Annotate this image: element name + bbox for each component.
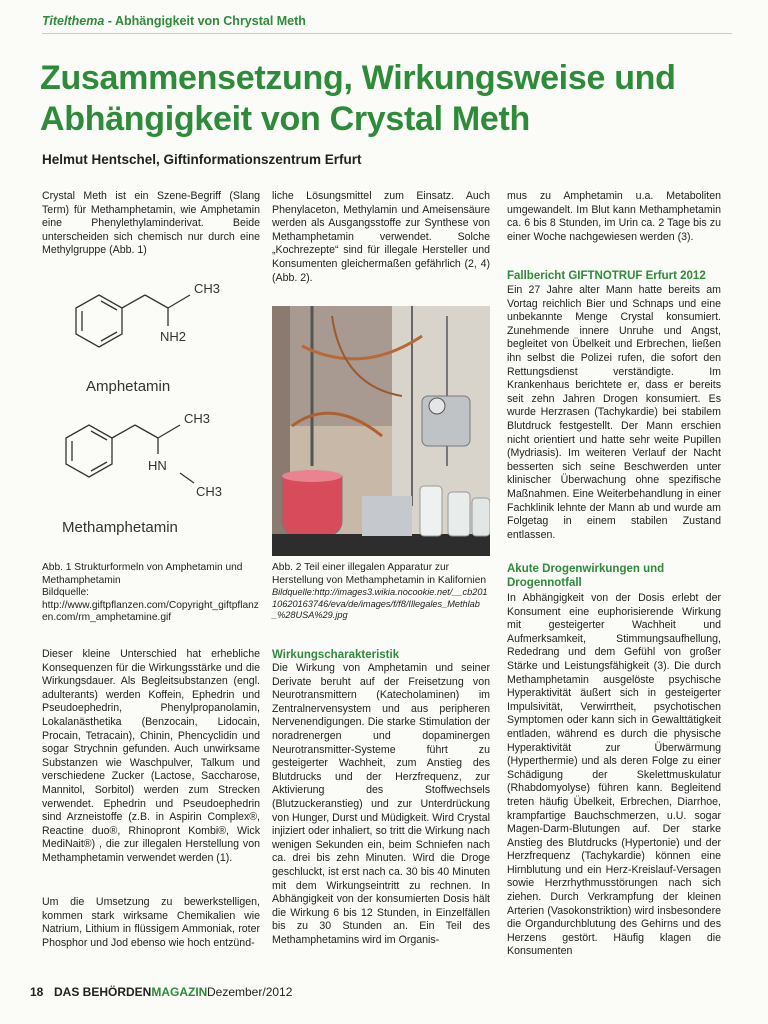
page-number: 18: [30, 985, 44, 999]
article-title: Zusammensetzung, Wirkungsweise und Abhängigkeit von Crystal Meth: [40, 59, 676, 138]
magazine-name-part1: DAS BEHÖRDEN: [54, 985, 152, 999]
col2-para1: liche Lösungsmittel zum Einsatz. Auch Phenylaceton, Methylamin und Ameisensäure werden als Ausgangsstoffe zur Synthese von Methamphetamin verwendet. Solche „Kochrezepte“ sind für illegale Hersteller und Konsumenten gleichermaßen gefährlich (2, 4) (Abb. 2).: [272, 190, 490, 284]
magazine-name: [54, 985, 207, 999]
methamphetamine-structure: [66, 425, 194, 483]
col3-para2: Ein 27 Jahre alter Mann hatte bereits am Vortag reichlich Bier und Schnaps und eine unbekannte Menge Crystal konsumiert. Zunehmende innere Unruhe und Angst, begleitet von Übelkeit und Erbrechen, ließen ihn selbst die Polizei rufen, die sofort den Rettungsdienst verständigte. Im Krankenhaus berichtete er, dass er bereits seit zehn Jahren Drogen konsumiert. Es wurde Herzrasen (Tachykardie) bei stabilem Blutdruck festgestellt. Der Mann erschien nicht orientiert und hatte sehr weite Pupillen (Mydriasis). Im weiteren Verlauf der Nacht besserten sich seine Beschwerden unter klinischer Überwachung ohne spezifische Maßnahmen. Eine Weiterbehandlung in einer Fachklinik lehnte der Mann ab und wurde am Folgetag in einem stabilen Zustand entlassen.: [507, 284, 721, 541]
magazine-name-part2: MAGAZIN: [151, 985, 208, 999]
col3-para1: mus zu Amphetamin u.a. Metaboliten umgewandelt. Im Blut kann Methamphetamin ca. 6 bis 8 Stunden, im Urin ca. 2 Tage bis zu einer Woche nachgewiesen werden (3).: [507, 190, 721, 243]
methamphetamine-label: Methamphetamin: [62, 519, 178, 536]
methamphetamine-ch3-top: CH3: [184, 411, 211, 426]
col2-para2: Die Wirkung von Amphetamin und seiner Derivate beruht auf der Freisetzung von Neurotransmittern (Katecholaminen) im Zentralnervensystem und aus peripheren Nervenendigungen. Die starke Stimulation der noradrenergen und dopaminergen Neurotransmitter-Systeme führt zu gesteigerter Wachheit, zum Anstieg des Blutdrucks und der Herzfrequenz, zur Aktivierung des Stoffwechsels (Blutzuckeranstieg) und zur Unterdrückung von Hunger, Durst und Müdigkeit. Wird Crystal injiziert oder inhaliert, so tritt die Wirkung nach wenigen Sekunden ein, beim Schniefen nach ca. drei bis zehn Minuten. Wird die Droge geschluckt, ist erst nach ca. 30 bis 40 Minuten mit dem Wirkungseintritt zu rechnen. In Abhängigkeit von der konsumierten Dosis hält die Wirkung 6 bis 12 Stunden, in Einzelfällen bis zu 30 Stunden an. Ein Teil des Methamphetamins wird im Organis-: [272, 662, 490, 946]
issue-date: Dezember/2012: [207, 985, 293, 999]
amphetamine-label: Amphetamin: [86, 378, 171, 395]
figure1-caption-text: Abb. 1 Strukturformeln von Amphetamin und Methamphetamin: [42, 562, 243, 586]
amphetamine-ch3: CH3: [194, 281, 221, 296]
methamphetamine-hn: HN: [148, 458, 167, 473]
figure2-source: Bildquelle:http://images3.wikia.nocookie.net/__cb20110620163746/eva/de/images/f/f8/Illegales_Methlab_%28USA%29.jpg: [272, 587, 488, 621]
illegal-lab-photo: [272, 306, 490, 556]
methamphetamine-ch3-bottom: CH3: [196, 484, 223, 499]
section-heading-wirkungscharakteristik: Wirkungscharakteristik: [272, 649, 400, 661]
amphetamine-nh2: NH2: [160, 329, 187, 344]
structural-formula-figure: [42, 258, 262, 548]
col1-para3: Um die Umsetzung zu bewerkstelligen, kommen stark wirksame Chemikalien wie Natrium, Lithium in flüssigem Ammoniak, roter Phosphor und Jod ebenso wie hoch entzünd-: [42, 896, 260, 949]
kicker-topic: Titelthema: [42, 14, 105, 28]
section-heading-fallbericht: Fallbericht GIFTNOTRUF Erfurt 2012: [507, 270, 706, 282]
kicker: [42, 14, 306, 28]
section-heading-akute-drogenwirkungen: Akute Drogenwirkungen und Drogennotfall: [507, 563, 665, 589]
figure1-caption: [42, 562, 260, 625]
kicker-rule: [42, 33, 732, 34]
author-line: Helmut Hentschel, Giftinformationszentrum Erfurt: [42, 152, 362, 167]
kicker-text: - Abhängigkeit von Chrystal Meth: [104, 14, 306, 28]
figure2-caption-text: Abb. 2 Teil einer illegalen Apparatur zur Herstellung von Methamphetamin in Kalifornien: [272, 562, 487, 586]
figure1-source-url: http://www.giftpflanzen.com/Copyright_giftpflanzen.com/rm_amphetamine.gif: [42, 599, 259, 624]
figure2-caption: [272, 562, 490, 622]
figure1-source-label: Bildquelle:: [42, 587, 90, 599]
col1-intro: Crystal Meth ist ein Szene-Begriff (Slang Term) für Methamphetamin, wie Amphetamin eine Phenylethylaminderivat. Beide unterscheiden sich chemisch nur durch eine Methylgruppe (Abb. 1): [42, 190, 260, 257]
col3-para3: In Abhängigkeit von der Dosis erlebt der Konsument eine euphorisierende Wirkung mit gesteigerter Wachheit und Aufmerksamkeit, Stimmungsaufhellung, Rededrang und dem Gefühl von großer Stärke und Leistungsfähigkeit (3). Die durch Methamphetamin ausgelöste psychische Hyperaktivität äußert sich in gesteigerter Impulsivität, Verwirrtheit, psychotischen Symptomen oder kann sich in Gewalttätigkeit entladen, während es durch die physische Hyperaktivität zur Überwärmung (Hyperthermie) und als deren Folge zu einer Schädigung der Skelettmuskulatur (Rhabdomyolyse) führen kann. Begleitend treten häufig Übelkeit, Erbrechen, Diarrhoe, krampfartige Bauchschmerzen, u.U. sogar Magen-Darm-Blutungen auf. Der starke Anstieg des Blutdrucks (Hypertonie) und der Herzfrequenz (Tachykardie) können eine Hirnblutung und ein Herz-Kreislauf-Versagen sowie Herzrhythmusstörungen nach sich ziehen. Durch Verkrampfung der kleinen Arterien (Vasokonstriktion) wird insbesondere die Organdurchblutung des Gehirns und des Herzens gestört. Häufig klagen die Konsumenten: [507, 592, 721, 958]
col1-para2: Dieser kleine Unterschied hat erhebliche Konsequenzen für die Wirkungsstärke und die Wirkungsdauer. Als Begleitsubstanzen (engl. adulterants) werden Koffein, Ephedrin und Pseudoephedrin, Phenylpropanolamin, Lokalanästhetika (Benzocain, Lidocain, Procain, Tetracain), Chinin, Phencyclidin und sogar Strychnin gefunden. Auch unwirksame Substanzen wie Waschpulver, Talkum und verschiedene Zucker (Lactose, Saccharose, Mannitol, Sorbitol) werden zum Strecken verwendet. Ephedrin und Pseudoephedrin sind Arzneistoffe (z.B. in Aspirin Complex®, Reactine duo®, Rhinopront Kombi®, Wick MediNait®) , die zur illegalen Herstellung von Methamphetamin verwendet werden (1).: [42, 648, 260, 864]
